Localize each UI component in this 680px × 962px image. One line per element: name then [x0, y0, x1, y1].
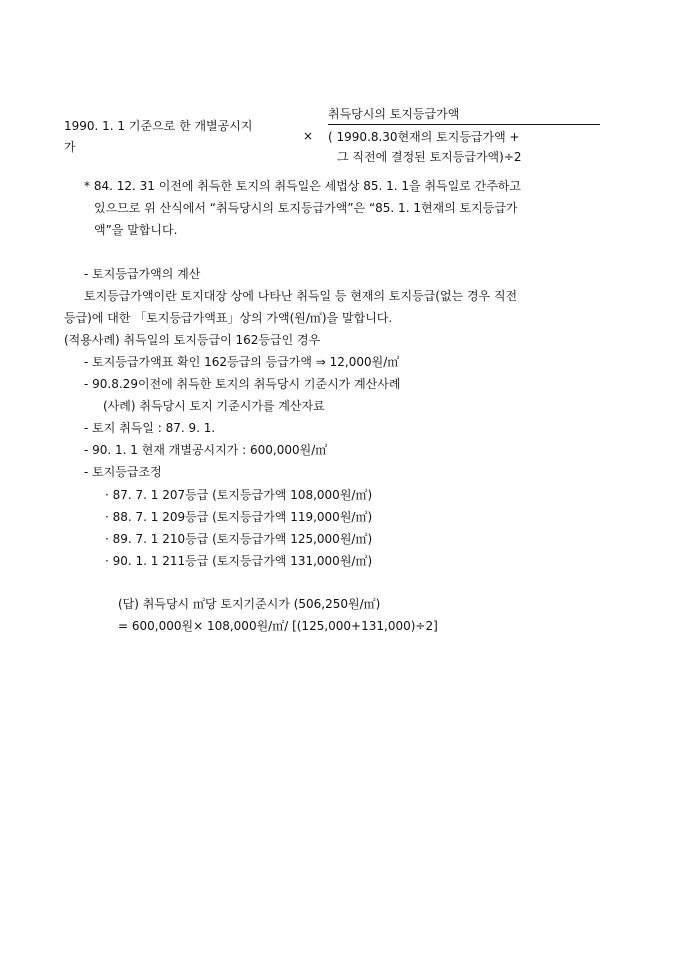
note-line2: 있으므로 위 산식에서 “취득당시의 토지등급가액”은 “85. 1. 1현재의 토지등급가	[94, 201, 518, 215]
section-body-line1: 토지등급가액이란 토지대장 상에 나타난 취득일 등 현재의 토지등급(없는 경우 직전	[84, 289, 518, 303]
grade-item: · 87. 7. 1 207등급 (토지등급가액 108,000원/㎡)	[105, 488, 373, 502]
answer-line1: (답) 취득당시 ㎡당 토지기준시가 (506,250원/㎡)	[118, 597, 381, 611]
official-land-price: - 90. 1. 1 현재 개별공시지가 : 600,000원/㎡	[84, 443, 328, 457]
formula-denominator-line2: 그 직전에 결정된 토지등급가액)÷2	[337, 150, 522, 164]
example-line: - 토지등급가액표 확인 162등급의 등급가액 ⇒ 12,000원/㎡	[84, 355, 400, 369]
formula-numerator: 취득당시의 토지등급가액	[328, 107, 460, 121]
fraction-bar	[328, 124, 600, 125]
case-subtitle: (사례) 취득당시 토지 기준시가를 계산자료	[103, 399, 325, 413]
section-body-line2: 등급)에 대한 「토지등급가액표」상의 가액(원/㎡)을 말합니다.	[64, 311, 393, 325]
answer-line2: = 600,000원× 108,000원/㎡/ [(125,000+131,000)÷2]	[118, 619, 438, 633]
formula-denominator-line1: ( 1990.8.30현재의 토지등급가액 +	[328, 130, 520, 144]
grade-adjustment-heading: - 토지등급조정	[84, 465, 162, 479]
acquisition-date: - 토지 취득일 : 87. 9. 1.	[84, 421, 216, 435]
note-line1: * 84. 12. 31 이전에 취득한 토지의 취득일은 세법상 85. 1. 1을 취득일로 간주하고	[84, 179, 521, 193]
grade-item: · 90. 1. 1 211등급 (토지등급가액 131,000원/㎡)	[105, 554, 373, 568]
note-line3: 액”을 말합니다.	[94, 223, 178, 237]
formula-left-line2: 가	[64, 140, 76, 154]
example-title: (적용사례) 취득일의 토지등급이 162등급인 경우	[64, 333, 321, 347]
formula-times-sign: ×	[303, 129, 314, 143]
grade-item: · 88. 7. 1 209등급 (토지등급가액 119,000원/㎡)	[105, 510, 373, 524]
formula-left-line1: 1990. 1. 1 기준으로 한 개별공시지	[64, 119, 253, 133]
section-heading: - 토지등급가액의 계산	[84, 267, 201, 281]
grade-item: · 89. 7. 1 210등급 (토지등급가액 125,000원/㎡)	[105, 532, 373, 546]
case-title: - 90.8.29이전에 취득한 토지의 취득당시 기준시가 계산사례	[84, 377, 401, 391]
